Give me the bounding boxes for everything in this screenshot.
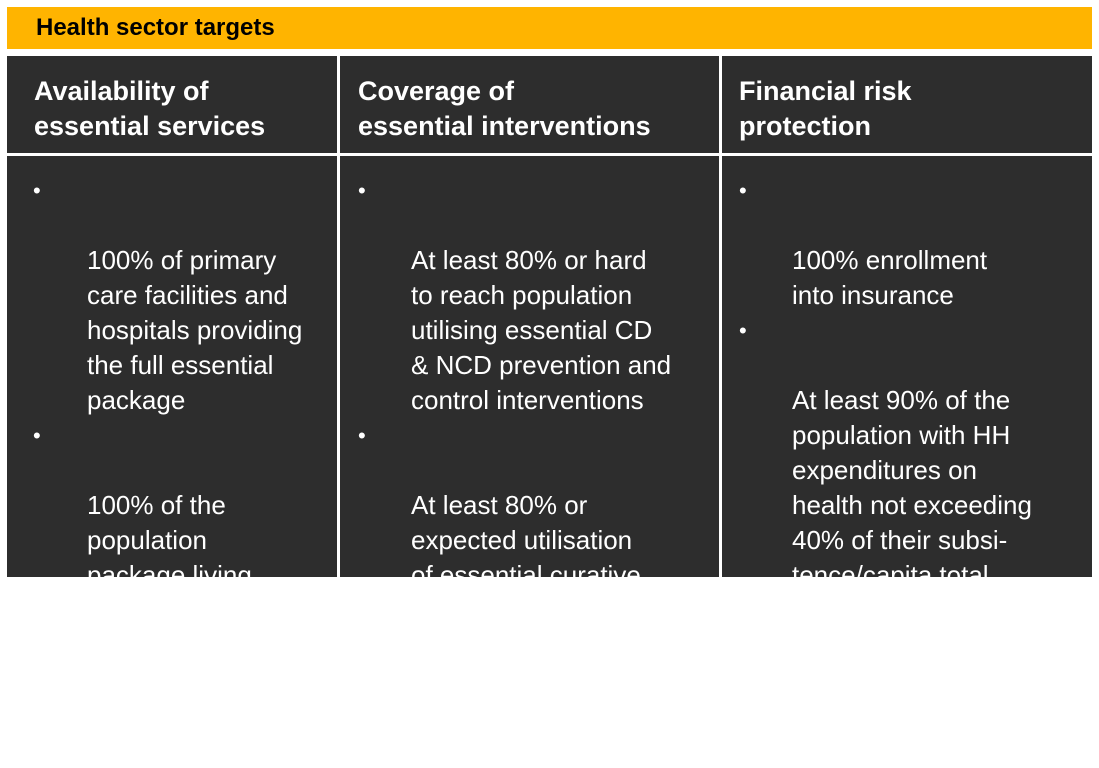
- bullet-icon: •: [739, 318, 747, 343]
- column-body-financial: [722, 156, 1092, 765]
- bullet-icon: •: [739, 178, 747, 203]
- list-item: [7, 418, 337, 663]
- list-item: [722, 313, 1092, 628]
- list-item-text: 100% of the population package living within 5 miles of service unit: [87, 490, 272, 660]
- bullet-icon: •: [739, 633, 747, 658]
- column-heading-financial: Financial risk protection: [722, 56, 1092, 153]
- list-item: [340, 173, 719, 418]
- bullet-icon: •: [358, 178, 366, 203]
- column-body-availability: [7, 156, 337, 660]
- list-item-text: 100% of primary care facilities and hospitals providing the full essential package: [87, 245, 303, 415]
- list-item: [7, 173, 337, 418]
- bullet-list: [340, 173, 719, 698]
- targets-table: [7, 56, 1092, 765]
- list-item-text: 100% enrollment into insurance: [792, 245, 988, 310]
- list-item-text: At least 80% or hard to reach population utilising essential CD & NCD prevention and control interventions: [411, 245, 672, 415]
- list-item-text: At least 80% or expected utilisation of essential curative interventions amongst hard to reach populations: [411, 490, 666, 695]
- bullet-list: [722, 173, 1092, 768]
- bullet-icon: •: [358, 423, 366, 448]
- list-item-text: At least 90% of the population with HH expenditures on health not exceeding 40% of their subsi- tence/capita total HH consumption: [792, 385, 1032, 625]
- column-heading-coverage: Coverage of essential interventions: [340, 56, 719, 153]
- column-body-coverage: [340, 156, 719, 695]
- bullet-list: [7, 173, 337, 663]
- list-item: [722, 173, 1092, 313]
- list-item-text: 50% reduction in out of pocket payment: [792, 700, 1030, 765]
- page-title: Health sector targets: [36, 14, 275, 41]
- bullet-icon: •: [33, 178, 41, 203]
- column-heading-availability: Availability of essential services: [7, 56, 337, 153]
- title-bar: [7, 7, 1092, 49]
- list-item: [340, 418, 719, 698]
- list-item: [722, 628, 1092, 768]
- bullet-icon: •: [33, 423, 41, 448]
